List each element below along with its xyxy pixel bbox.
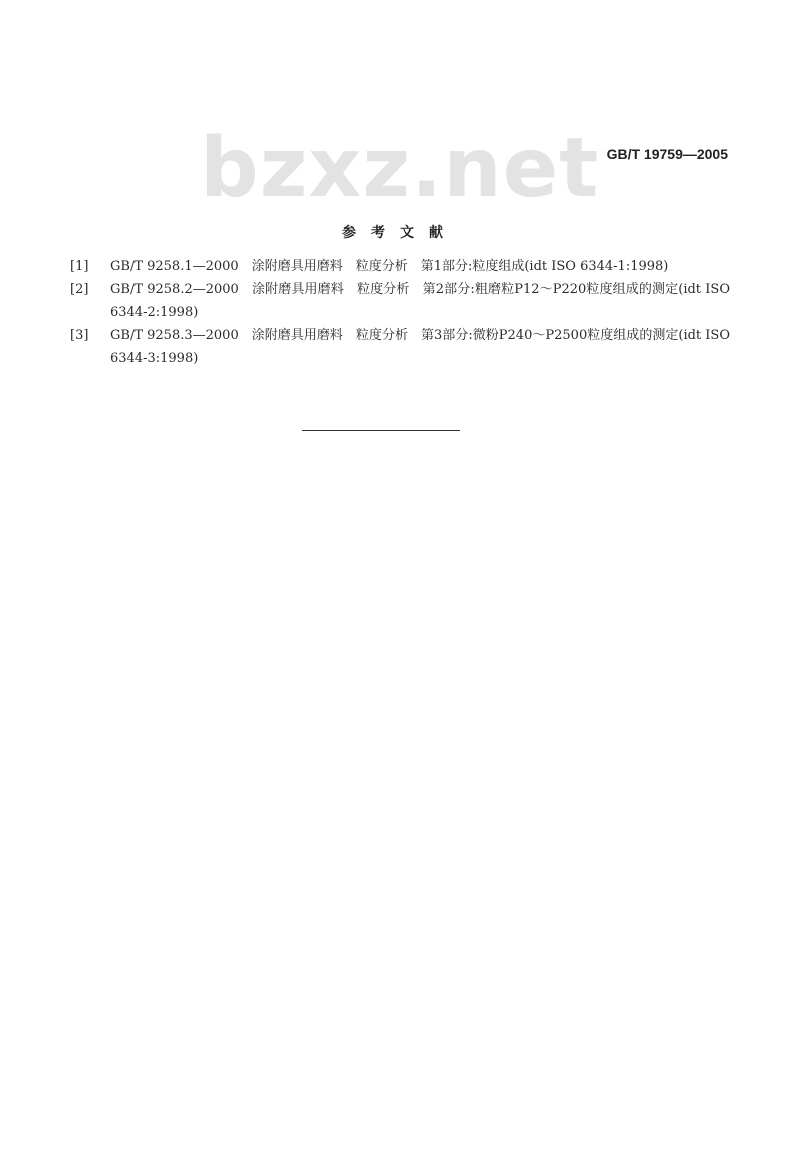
reference-text: GB/T 9258.3—2000 涂附磨具用磨料 粒度分析 第3部分:微粉P240～P2500粒度组成的测定(idt ISO 6344-3:1998) xyxy=(110,328,730,366)
reference-item-3 xyxy=(70,324,730,370)
reference-number: [1] xyxy=(70,259,89,274)
reference-text: GB/T 9258.1—2000 涂附磨具用磨料 粒度分析 第1部分:粒度组成(idt ISO 6344-1:1998) xyxy=(110,259,669,274)
watermark-logo: bzxz.net xyxy=(200,121,600,216)
reference-item-1 xyxy=(70,255,730,278)
reference-number: [2] xyxy=(70,282,89,297)
standard-number: GB/T 19759—2005 xyxy=(606,146,728,162)
reference-item-2 xyxy=(70,278,730,324)
reference-number: [3] xyxy=(70,328,89,343)
reference-list xyxy=(70,255,730,370)
reference-text: GB/T 9258.2—2000 涂附磨具用磨料 粒度分析 第2部分:粗磨粒P12～P220粒度组成的测定(idt ISO 6344-2:1998) xyxy=(110,282,730,320)
section-title: 参考文献 xyxy=(342,225,458,241)
end-rule xyxy=(302,430,460,431)
